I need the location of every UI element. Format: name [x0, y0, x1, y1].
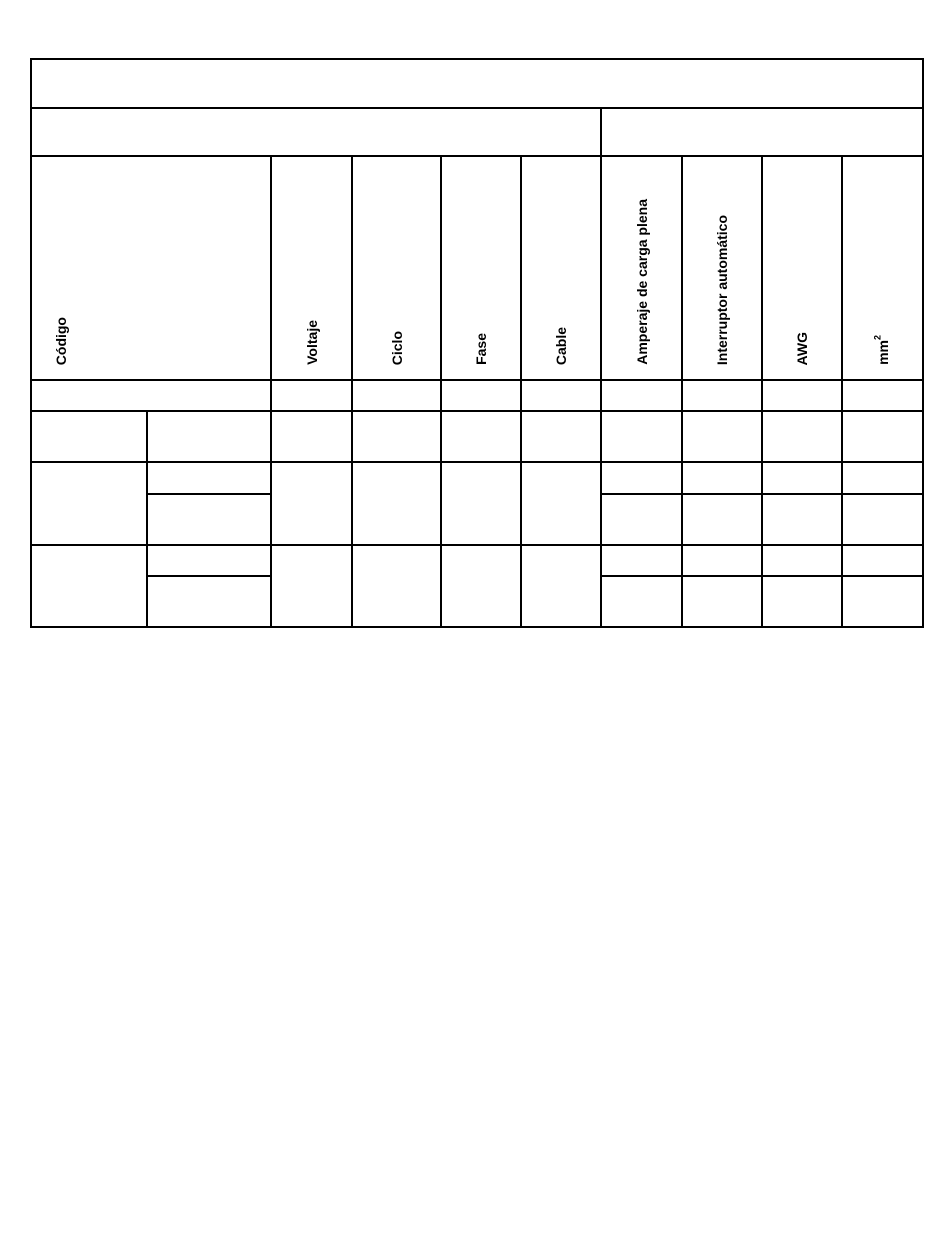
- header-fase-label: Fase: [473, 333, 489, 365]
- title-row: [31, 59, 923, 108]
- header-amperaje: [601, 156, 682, 380]
- header-interruptor: [682, 156, 762, 380]
- group-header-left: [31, 108, 601, 156]
- table-cell: [352, 462, 441, 545]
- table-cell: [271, 545, 352, 627]
- table-title-cell: [31, 59, 923, 108]
- table-cell: [762, 462, 842, 494]
- table-cell: [147, 494, 271, 545]
- table-cell: [601, 411, 682, 462]
- table-cell: [31, 545, 147, 627]
- table-cell: [352, 411, 441, 462]
- header-awg-label: AWG: [794, 331, 810, 365]
- table-cell: [441, 380, 521, 411]
- header-cable: [521, 156, 601, 380]
- group-header-right: [601, 108, 923, 156]
- table-cell: [31, 380, 271, 411]
- table-cell: [682, 576, 762, 627]
- header-voltaje-label: Voltaje: [303, 320, 320, 365]
- table-cell: [682, 411, 762, 462]
- header-fase: [441, 156, 521, 380]
- table-cell: [762, 545, 842, 576]
- electrical-spec-table: [30, 58, 924, 628]
- header-voltaje: [271, 156, 352, 380]
- header-mm2: [842, 156, 923, 380]
- table-cell: [601, 545, 682, 576]
- table-cell: [842, 380, 923, 411]
- table-cell: [682, 462, 762, 494]
- table-cell: [601, 576, 682, 627]
- table-cell: [762, 576, 842, 627]
- header-interruptor-label: Interruptor automático: [714, 214, 730, 365]
- table-cell: [842, 462, 923, 494]
- table-cell: [842, 411, 923, 462]
- table-cell: [601, 462, 682, 494]
- table-cell: [352, 545, 441, 627]
- header-mm-superscript: 2: [871, 335, 882, 341]
- table-cell: [842, 494, 923, 545]
- header-awg: [762, 156, 842, 380]
- table-cell: [31, 462, 147, 545]
- table-cell: [762, 380, 842, 411]
- table-cell: [762, 411, 842, 462]
- header-cable-label: Cable: [553, 326, 569, 365]
- table-cell: [31, 411, 147, 462]
- table-cell: [762, 494, 842, 545]
- table-cell: [441, 545, 521, 627]
- table-row: [31, 411, 923, 462]
- table-cell: [842, 545, 923, 576]
- table-cell: [441, 462, 521, 545]
- table-cell: [147, 576, 271, 627]
- table-cell: [601, 380, 682, 411]
- table-cell: [352, 380, 441, 411]
- table-cell: [147, 462, 271, 494]
- header-ciclo: [352, 156, 441, 380]
- table-cell: [682, 494, 762, 545]
- header-amperaje-label: Amperaje de carga plena: [633, 199, 650, 365]
- header-mm2-label: [871, 335, 891, 365]
- table-cell: [601, 494, 682, 545]
- table-row: [31, 380, 923, 411]
- table-cell: [521, 462, 601, 545]
- table-row: [31, 545, 923, 576]
- table-cell: [147, 545, 271, 576]
- table-cell: [521, 545, 601, 627]
- table-cell: [682, 545, 762, 576]
- table-cell: [521, 380, 601, 411]
- table-cell: [147, 411, 271, 462]
- table-cell: [271, 411, 352, 462]
- table-cell: [271, 462, 352, 545]
- table-cell: [521, 411, 601, 462]
- column-header-row: [31, 156, 923, 380]
- table-cell: [682, 380, 762, 411]
- table-row: [31, 462, 923, 494]
- table-cell: [271, 380, 352, 411]
- table-cell: [842, 576, 923, 627]
- header-mm-text: mm: [874, 340, 891, 365]
- table-cell: [441, 411, 521, 462]
- group-header-row: [31, 108, 923, 156]
- header-codigo: [31, 156, 271, 380]
- header-ciclo-label: Ciclo: [388, 330, 405, 365]
- header-codigo-label: Código: [53, 316, 69, 365]
